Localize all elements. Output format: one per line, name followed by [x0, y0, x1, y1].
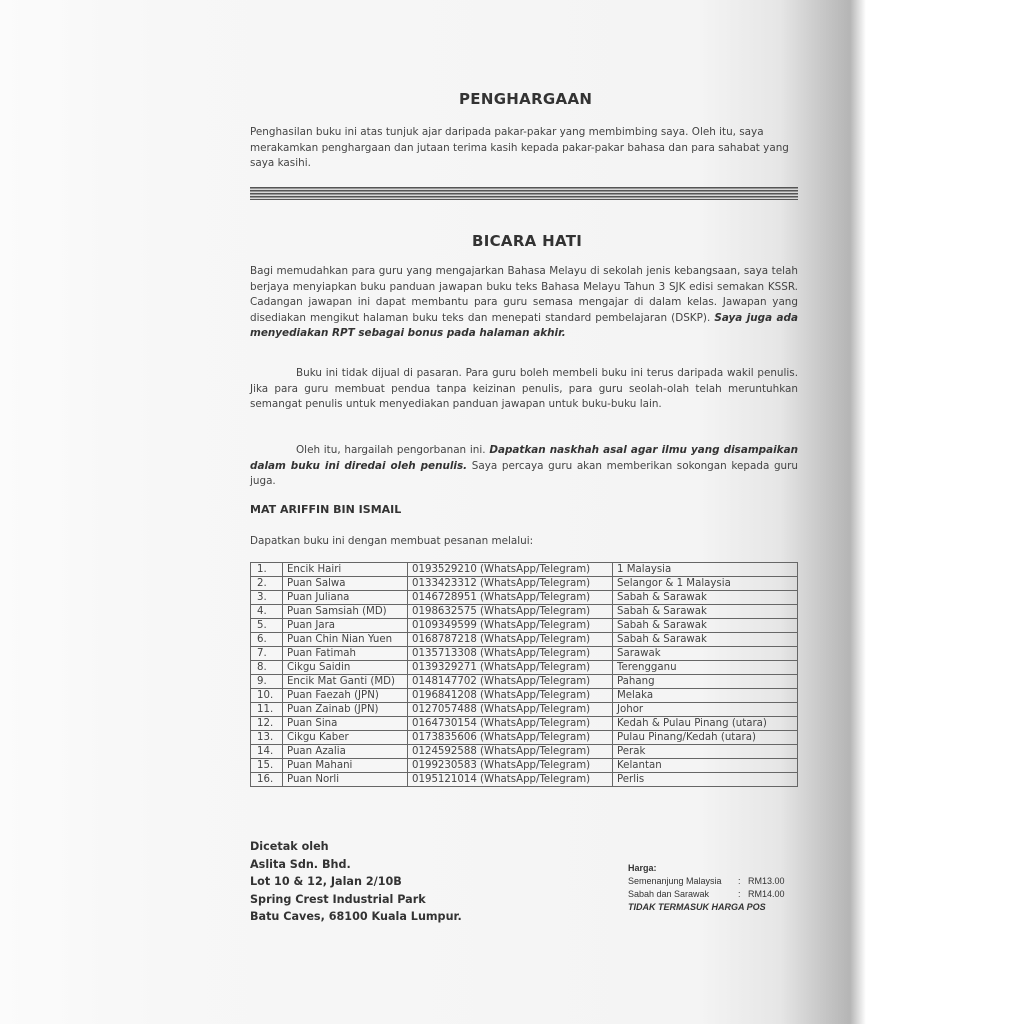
- agent-name: Puan Jara: [283, 619, 408, 633]
- agent-name: Puan Samsiah (MD): [283, 605, 408, 619]
- agent-phone: 0146728951 (WhatsApp/Telegram): [408, 591, 613, 605]
- price-region: Sabah dan Sarawak: [628, 889, 710, 899]
- price-row: [628, 875, 808, 888]
- row-number: 7.: [251, 647, 283, 661]
- agent-area: Sabah & Sarawak: [613, 633, 798, 647]
- agent-name: Puan Mahani: [283, 759, 408, 773]
- price-separator: :: [738, 889, 741, 899]
- table-row: [251, 605, 798, 619]
- agent-phone: 0139329271 (WhatsApp/Telegram): [408, 661, 613, 675]
- row-number: 10.: [251, 689, 283, 703]
- bicara-paragraph-3: [250, 443, 798, 490]
- row-number: 8.: [251, 661, 283, 675]
- table-row: [251, 745, 798, 759]
- agent-name: Cikgu Kaber: [283, 731, 408, 745]
- printer-line-1: Dicetak oleh: [250, 840, 329, 853]
- agent-phone: 0133423312 (WhatsApp/Telegram): [408, 577, 613, 591]
- price-row: [628, 888, 808, 901]
- table-row: [251, 591, 798, 605]
- price-region: Semenanjung Malaysia: [628, 876, 722, 886]
- agent-phone: 0148147702 (WhatsApp/Telegram): [408, 675, 613, 689]
- price-amount: RM13.00: [748, 876, 785, 886]
- table-row: [251, 759, 798, 773]
- table-row: [251, 773, 798, 787]
- agent-name: Puan Salwa: [283, 577, 408, 591]
- printer-info: [250, 838, 462, 926]
- agent-name: Puan Juliana: [283, 591, 408, 605]
- price-amount: RM14.00: [748, 889, 785, 899]
- agent-phone: 0127057488 (WhatsApp/Telegram): [408, 703, 613, 717]
- agent-area: Sabah & Sarawak: [613, 605, 798, 619]
- bicara-hati-heading: BICARA HATI: [472, 232, 583, 250]
- penghargaan-paragraph: Penghasilan buku ini atas tunjuk ajar daripada pakar-pakar yang membimbing saya. Oleh itu, saya merakamkan penghargaan dan jutaan terima kasih kepada pakar-pakar bahasa dan para sahabat yang saya kasihi.: [250, 126, 789, 169]
- row-number: 13.: [251, 731, 283, 745]
- bicara-p3-tail: Saya percaya guru akan memberikan sokongan kepada guru juga.: [250, 459, 798, 487]
- agent-phone: 0199230583 (WhatsApp/Telegram): [408, 759, 613, 773]
- agent-name: Encik Hairi: [283, 563, 408, 577]
- agent-name: Puan Faezah (JPN): [283, 689, 408, 703]
- bicara-p1-text: Bagi memudahkan para guru yang mengajarkan Bahasa Melayu di sekolah jenis kebangsaan, saya telah berjaya menyiapkan buku panduan jawapan buku teks Bahasa Melayu Tahun 3 SJK edisi semakan KSSR. Cadangan jawapan ini dapat membantu para guru semasa mengajar di dalam kelas. Jawapan yang disediakan mengikut halaman buku teks dan menepati standard pembelajaran (DSKP).: [250, 265, 798, 324]
- price-separator: :: [738, 876, 741, 886]
- row-number: 11.: [251, 703, 283, 717]
- table-row: [251, 703, 798, 717]
- agent-name: Puan Fatimah: [283, 647, 408, 661]
- price-box: [628, 862, 808, 914]
- agent-phone: 0196841208 (WhatsApp/Telegram): [408, 689, 613, 703]
- agent-area: Sabah & Sarawak: [613, 619, 798, 633]
- agents-table: [250, 562, 798, 787]
- agent-phone: 0195121014 (WhatsApp/Telegram): [408, 773, 613, 787]
- row-number: 2.: [251, 577, 283, 591]
- penghargaan-heading: PENGHARGAAN: [459, 90, 593, 108]
- row-number: 9.: [251, 675, 283, 689]
- table-row: [251, 675, 798, 689]
- agent-name: Encik Mat Ganti (MD): [283, 675, 408, 689]
- row-number: 12.: [251, 717, 283, 731]
- bicara-p3-text: Oleh itu, hargailah pengorbanan ini.: [296, 444, 486, 456]
- agent-area: Sabah & Sarawak: [613, 591, 798, 605]
- row-number: 16.: [251, 773, 283, 787]
- row-number: 1.: [251, 563, 283, 577]
- agent-name: Puan Zainab (JPN): [283, 703, 408, 717]
- agent-phone: 0193529210 (WhatsApp/Telegram): [408, 563, 613, 577]
- table-row: [251, 689, 798, 703]
- printer-line-2: Aslita Sdn. Bhd.: [250, 857, 351, 871]
- printer-line-5: Batu Caves, 68100 Kuala Lumpur.: [250, 910, 462, 923]
- row-number: 15.: [251, 759, 283, 773]
- agent-area: Melaka: [613, 689, 798, 703]
- row-number: 3.: [251, 591, 283, 605]
- order-intro: Dapatkan buku ini dengan membuat pesanan melalui:: [250, 535, 534, 547]
- agent-area: Perlis: [613, 773, 798, 787]
- agent-phone: 0198632575 (WhatsApp/Telegram): [408, 605, 613, 619]
- table-row: [251, 647, 798, 661]
- section-divider: [250, 187, 798, 200]
- agent-name: Cikgu Saidin: [283, 661, 408, 675]
- row-number: 5.: [251, 619, 283, 633]
- agent-name: Puan Chin Nian Yuen: [283, 633, 408, 647]
- agent-area: Selangor & 1 Malaysia: [613, 577, 798, 591]
- table-row: [251, 731, 798, 745]
- row-number: 6.: [251, 633, 283, 647]
- agent-area: Sarawak: [613, 647, 798, 661]
- row-number: 4.: [251, 605, 283, 619]
- author-name: MAT ARIFFIN BIN ISMAIL: [250, 503, 402, 516]
- agent-phone: 0164730154 (WhatsApp/Telegram): [408, 717, 613, 731]
- bicara-p3-emphasis: Dapatkan naskhah asal agar ilmu yang disampaikan dalam buku ini diredai oleh penulis.: [250, 444, 798, 472]
- price-note: TIDAK TERMASUK HARGA POS: [628, 902, 766, 912]
- agent-phone: 0109349599 (WhatsApp/Telegram): [408, 619, 613, 633]
- bicara-p1-emphasis: Saya juga ada menyediakan RPT sebagai bonus pada halaman akhir.: [250, 311, 798, 339]
- agent-area: Johor: [613, 703, 798, 717]
- bicara-paragraph-1: [250, 264, 798, 342]
- table-row: [251, 661, 798, 675]
- printer-line-3: Lot 10 & 12, Jalan 2/10B: [250, 875, 402, 888]
- agent-area: Pulau Pinang/Kedah (utara): [613, 731, 798, 745]
- agent-area: 1 Malaysia: [613, 563, 798, 577]
- agent-phone: 0168787218 (WhatsApp/Telegram): [408, 633, 613, 647]
- table-row: [251, 563, 798, 577]
- table-row: [251, 577, 798, 591]
- agent-area: Pahang: [613, 675, 798, 689]
- printer-line-4: Spring Crest Industrial Park: [250, 892, 426, 906]
- row-number: 14.: [251, 745, 283, 759]
- agent-area: Kedah & Pulau Pinang (utara): [613, 717, 798, 731]
- agent-name: Puan Sina: [283, 717, 408, 731]
- agent-phone: 0124592588 (WhatsApp/Telegram): [408, 745, 613, 759]
- agent-phone: 0135713308 (WhatsApp/Telegram): [408, 647, 613, 661]
- agents-table-body: [251, 563, 798, 787]
- agent-area: Terengganu: [613, 661, 798, 675]
- table-row: [251, 633, 798, 647]
- table-row: [251, 717, 798, 731]
- agent-area: Kelantan: [613, 759, 798, 773]
- bicara-paragraph-2: [250, 366, 798, 413]
- table-row: [251, 619, 798, 633]
- agent-name: Puan Norli: [283, 773, 408, 787]
- agent-name: Puan Azalia: [283, 745, 408, 759]
- agent-phone: 0173835606 (WhatsApp/Telegram): [408, 731, 613, 745]
- price-label: Harga:: [628, 863, 657, 873]
- bicara-p2-text: Buku ini tidak dijual di pasaran. Para guru boleh membeli buku ini terus daripada wakil penulis. Jika para guru membuat pendua tanpa keizinan penulis, para guru seolah-olah telah meruntuhkan semangat penulis untuk menyediakan panduan jawapan untuk buku-buku lain.: [250, 367, 798, 410]
- agent-area: Perak: [613, 745, 798, 759]
